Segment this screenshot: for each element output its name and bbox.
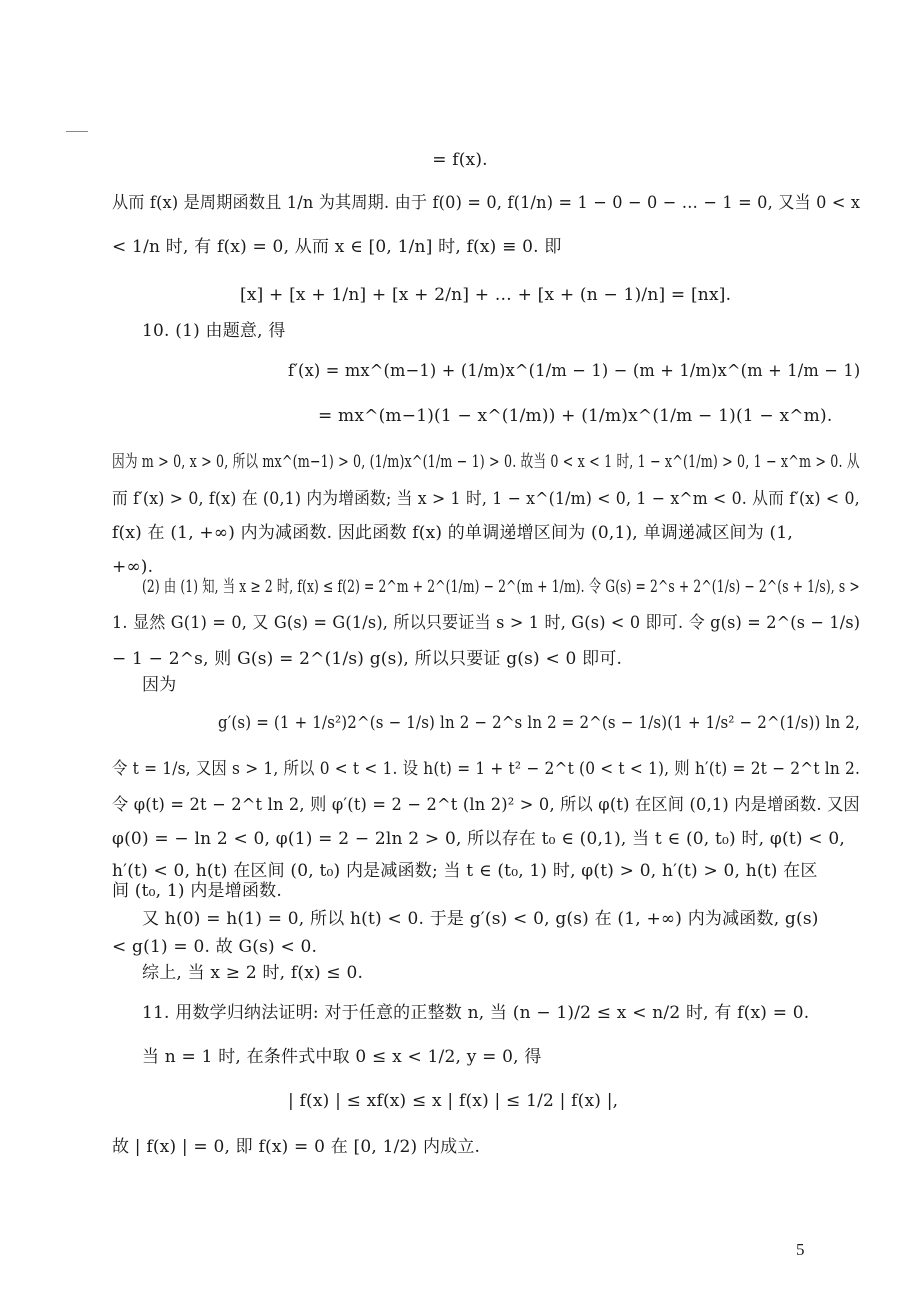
text-line: 间 (t₀, 1) 内是增函数. (112, 881, 282, 901)
text-line: 综上, 当 x ≥ 2 时, f(x) ≤ 0. (142, 963, 364, 983)
text-line: 因为 m > 0, x > 0, 所以 mx^(m−1) > 0, (1/m)x^(1/m − 1) > 0. 故当 0 < x < 1 时, 1 − x^(1/m) > 0, 1 − x^m > 0. 从 (112, 452, 860, 472)
text-line: | f(x) | ≤ xf(x) ≤ x | f(x) | ≤ 1/2 | f(x) |, (288, 1091, 619, 1111)
text-line: f(x) 在 (1, +∞) 内为减函数. 因此函数 f(x) 的单调递增区间为 (0,1), 单调递减区间为 (1, (112, 523, 793, 543)
text-line: = f(x). (432, 150, 488, 170)
text-line: < 1/n 时, 有 f(x) = 0, 从而 x ∈ [0, 1/n] 时, f(x) ≡ 0. 即 (112, 237, 562, 257)
margin-mark (66, 131, 88, 132)
text-line: 当 n = 1 时, 在条件式中取 0 ≤ x < 1/2, y = 0, 得 (142, 1047, 542, 1067)
text-line: 令 t = 1/s, 又因 s > 1, 所以 0 < t < 1. 设 h(t) = 1 + t² − 2^t (0 < t < 1), 则 h′(t) = 2t − 2^t ln 2. (112, 759, 861, 779)
text-line: [x] + [x + 1/n] + [x + 2/n] + … + [x + (n − 1)/n] = [nx]. (240, 285, 732, 305)
text-line: 因为 (142, 675, 177, 695)
text-line: φ(0) = − ln 2 < 0, φ(1) = 2 − 2ln 2 > 0, 所以存在 t₀ ∈ (0,1), 当 t ∈ (0, t₀) 时, φ(t) < 0, (112, 829, 845, 849)
text-line: − 1 − 2^s, 则 G(s) = 2^(1/s) g(s), 所以只要证 g(s) < 0 即可. (112, 649, 623, 669)
text-line: 又 h(0) = h(1) = 0, 所以 h(t) < 0. 于是 g′(s) < 0, g(s) 在 (1, +∞) 内为减函数, g(s) (142, 909, 819, 929)
text-line: +∞). (112, 557, 154, 577)
text-line: 从而 f(x) 是周期函数且 1/n 为其周期. 由于 f(0) = 0, f(1/n) = 1 − 0 − 0 − … − 1 = 0, 又当 0 < x (112, 193, 861, 213)
text-line: 故 | f(x) | = 0, 即 f(x) = 0 在 [0, 1/2) 内成立. (112, 1137, 481, 1157)
text-line: 而 f′(x) > 0, f(x) 在 (0,1) 内为增函数; 当 x > 1 时, 1 − x^(1/m) < 0, 1 − x^m < 0. 从而 f′(x) < 0, (112, 489, 860, 509)
text-line: = mx^(m−1)(1 − x^(1/m)) + (1/m)x^(1/m − 1)(1 − x^m). (318, 406, 833, 426)
text-line: h′(t) < 0, h(t) 在区间 (0, t₀) 内是减函数; 当 t ∈ (t₀, 1) 时, φ(t) > 0, h′(t) > 0, h(t) 在区 (112, 861, 818, 881)
text-line: (2) 由 (1) 知, 当 x ≥ 2 时, f(x) ≤ f(2) = 2^m + 2^(1/m) − 2^(m + 1/m). 令 G(s) = 2^s + 2^(1/s) − 2^(s + 1/s), s > (142, 577, 860, 597)
text-line: 11. 用数学归纳法证明: 对于任意的正整数 n, 当 (n − 1)/2 ≤ x < n/2 时, 有 f(x) = 0. (142, 1003, 810, 1023)
text-line: 令 φ(t) = 2t − 2^t ln 2, 则 φ′(t) = 2 − 2^t (ln 2)² > 0, 所以 φ(t) 在区间 (0,1) 内是增函数. 又因 (112, 795, 860, 815)
text-line: 10. (1) 由题意, 得 (142, 321, 286, 341)
page-number: 5 (796, 1240, 805, 1259)
text-line: f′(x) = mx^(m−1) + (1/m)x^(1/m − 1) − (m + 1/m)x^(m + 1/m − 1) (288, 361, 861, 381)
text-line: < g(1) = 0. 故 G(s) < 0. (112, 937, 318, 957)
text-line: 1. 显然 G(1) = 0, 又 G(s) = G(1/s), 所以只要证当 s > 1 时, G(s) < 0 即可. 令 g(s) = 2^(s − 1/s) (112, 613, 861, 633)
text-line: g′(s) = (1 + 1/s²)2^(s − 1/s) ln 2 − 2^s ln 2 = 2^(s − 1/s)(1 + 1/s² − 2^(1/s)) ln 2, (218, 713, 860, 733)
